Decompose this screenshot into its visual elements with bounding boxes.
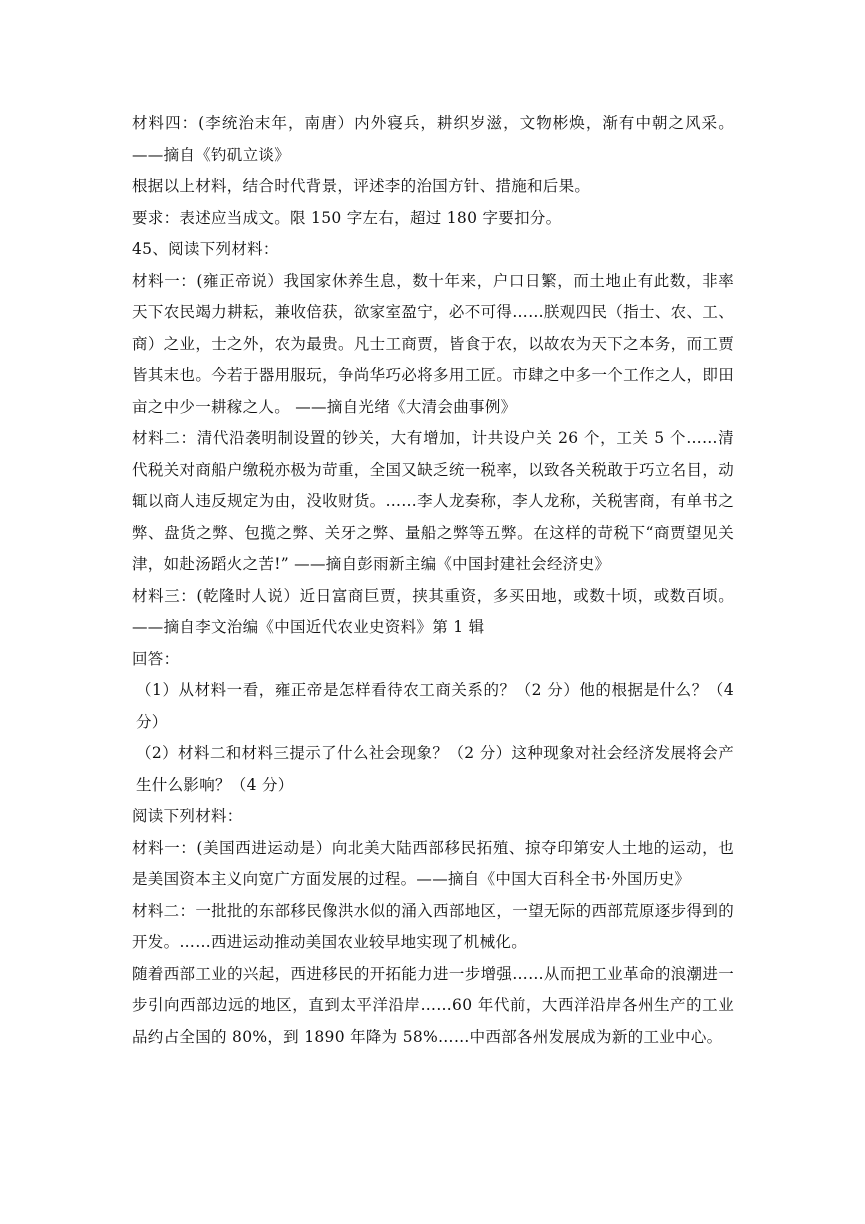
- material-two-paragraph: 材料二：清代沿袭明制设置的钞关，大有增加，计共设户关 26 个，工关 5 个……清代税关对商船户缴税亦极为苛重，全国又缺乏统一税率，以致各关税敢于巧立名目，动辄以商人违反规定为由，没收财货。……李人龙奏称，李人龙称，关税害商，有单书之弊、盘货之弊、包揽之弊、关牙之弊、量船之弊等五弊。在这样的苛税下“商贾望见关津，如赴汤蹈火之苦!” ——摘自彭雨新主编《中国封建社会经济史》: [132, 429, 734, 573]
- length-requirement-paragraph: 要求：表述应当成文。限 150 字左右，超过 180 字要扣分。: [132, 208, 562, 227]
- document-body: [132, 108, 734, 1053]
- westward-material-one: 材料一：(美国西进运动是）向北美大陆西部移民拓殖、掠夺印第安人土地的运动，也是美国资本主义向宽广方面发展的过程。——摘自《中国大百科全书·外国历史》: [132, 838, 734, 888]
- task-instruction-paragraph: 根据以上材料，结合时代背景，评述李的治国方针、措施和后果。: [132, 177, 591, 195]
- read-materials-heading: 阅读下列材料：: [132, 807, 243, 825]
- material-one-paragraph: 材料一：(雍正帝说）我国家休养生息，数十年来，户口日繁，而土地止有此数，非率天下农民竭力耕耘，兼收倍获，欲家室盈宁，必不可得……朕观四民（指士、农、工、商）之业，士之外，农为最贵。凡士工商贾，皆食于农，以故农为天下之本务，而工贾皆其末也。今若于器用服玩，争尚华巧必将多用工匠。市肆之中多一个工作之人，即田亩之中少一耕稼之人。 ——摘自光绪《大清会曲事例》: [132, 271, 734, 416]
- material-three-paragraph: 材料三：(乾隆时人说）近日富商巨贾，挟其重资，多买田地，或数十顷，或数百顷。——摘自李文治编《中国近代农业史资料》第 1 辑: [132, 586, 734, 636]
- question-45-heading: 45、阅读下列材料：: [132, 240, 279, 258]
- westward-industry-paragraph: 随着西部工业的兴起，西进移民的开拓能力进一步增强……从而把工业革命的浪潮进一步引向西部边远的地区，直到太平洋沿岸……60 年代前，大西洋沿岸各州生产的工业品约占全国的 80%，到 1890 年降为 58%……中西部各州发展成为新的工业中心。: [132, 964, 734, 1046]
- material-four-paragraph: 材料四：(李统治末年，南唐）内外寝兵，耕织岁滋，文物彬焕，渐有中朝之风采。——摘自《钓矶立谈》: [132, 114, 734, 164]
- answer-heading: 回答：: [132, 649, 180, 668]
- sub-question-1: （1）从材料一看，雍正帝是怎样看待农工商关系的？（2 分）他的根据是什么？（4 分）: [136, 681, 734, 731]
- sub-question-2: （2）材料二和材料三提示了什么社会现象？（2 分）这种现象对社会经济发展将会产生什么影响？（4 分）: [136, 744, 734, 794]
- westward-material-two: 材料二：一批批的东部移民像洪水似的涌入西部地区，一望无际的西部荒原逐步得到的开发。……西进运动推动美国农业较早地实现了机械化。: [132, 901, 734, 951]
